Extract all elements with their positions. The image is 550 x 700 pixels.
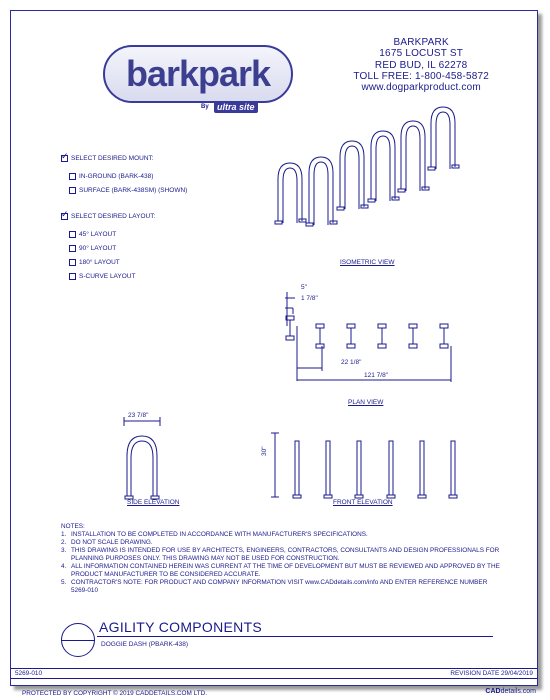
title-rule [97, 636, 493, 637]
mount-heading-label: SELECT DESIRED MOUNT: [71, 155, 154, 162]
company-address-line1: 1675 LOCUST ST [379, 48, 464, 60]
company-phone: TOLL FREE: 1-800-458-5872 [353, 70, 489, 82]
logo-text: barkpark [125, 53, 271, 94]
plan-view-caption: PLAN VIEW [348, 399, 384, 406]
layout-option-180[interactable] [69, 259, 120, 266]
mount-heading-checkbox[interactable] [61, 155, 68, 162]
checkbox[interactable] [69, 173, 76, 180]
copyright-notice: PROTECTED BY COPYRIGHT © 2019 CADDETAILS.COM LTD. [22, 690, 207, 697]
isometric-view-caption: ISOMETRIC VIEW [340, 259, 395, 266]
company-name: BARKPARK [393, 37, 449, 48]
checkbox[interactable] [69, 187, 76, 194]
layout-option-45[interactable] [69, 231, 116, 238]
logo-byline: By [201, 104, 209, 110]
isometric-view-drawing [266, 111, 466, 251]
note-item: 4. ALL INFORMATION CONTAINED HEREIN WAS CURRENT AT THE TIME OF DEVELOPMENT BUT MUST BE REVIEWED AND APPROVED BY THE PRODUCT MANUFACTURER TO BE CONSIDERED ACCURATE. [61, 563, 500, 578]
notes-section [61, 523, 501, 595]
checkbox[interactable] [69, 245, 76, 252]
checkbox[interactable] [69, 259, 76, 266]
caddetails-logo[interactable] [485, 688, 536, 695]
side-elevation-drawing [116, 416, 176, 501]
option-label: 45° LAYOUT [79, 231, 117, 238]
note-item: 5. CONTRACTOR'S NOTE: FOR PRODUCT AND COMPANY INFORMATION VISIT www.CADdetails.com/info AND ENTER REFERENCE NUMBER 5269-010 [61, 579, 488, 594]
reference-number: 5269-010 [15, 670, 43, 677]
cad-suffix: details.com [500, 688, 536, 695]
drawing-title: AGILITY COMPONENTS [99, 619, 263, 635]
side-elevation-caption: SIDE ELEVATION [127, 499, 180, 506]
cad-prefix: CAD [485, 688, 501, 695]
dim-1-7-8in: 1 7/8" [301, 295, 318, 302]
front-elevation-drawing [269, 431, 469, 501]
dim-121-7-8in: 121 7/8" [364, 372, 388, 379]
layout-heading-checkbox[interactable] [61, 213, 68, 220]
option-label: 90° LAYOUT [79, 245, 117, 252]
checkbox[interactable] [69, 231, 76, 238]
dim-22-1-8in: 22 1/8" [341, 359, 362, 366]
note-item: 3. THIS DRAWING IS INTENDED FOR USE BY ARCHITECTS, ENGINEERS, CONTRACTORS, CONSULTANTS AND DESIGN PROFESSIONALS FOR PLANNING PURPOSES ONLY. THIS DRAWING MAY NOT BE USED FOR CONSTRUCTION. [61, 547, 500, 562]
checkbox[interactable] [69, 273, 76, 280]
mount-heading [61, 155, 154, 162]
company-address-line2: RED BUD, IL 62278 [374, 59, 468, 71]
option-label: 180° LAYOUT [79, 259, 120, 266]
footer-rule-bottom [11, 678, 537, 679]
company-info [353, 37, 489, 93]
layout-option-90[interactable] [69, 245, 116, 252]
option-label: IN-GROUND (BARK-438) [79, 173, 154, 180]
layout-heading-label: SELECT DESIRED LAYOUT: [71, 213, 156, 220]
ultrasite-logo: ultra site [214, 101, 258, 113]
layout-option-s-curve[interactable] [69, 273, 135, 280]
front-elevation-caption: FRONT ELEVATION [333, 499, 393, 506]
option-label: S-CURVE LAYOUT [79, 273, 136, 280]
footer-rule-top [11, 668, 537, 669]
title-symbol-divider [61, 640, 95, 641]
dim-5in: 5" [301, 284, 307, 291]
drawing-sheet [10, 10, 538, 686]
note-item: 2. DO NOT SCALE DRAWING. [61, 539, 153, 546]
note-item: 1. INSTALLATION TO BE COMPLETED IN ACCORDANCE WITH MANUFACTURER'S SPECIFICATIONS. [61, 531, 368, 538]
dim-30in: 30" [261, 446, 268, 456]
layout-heading [61, 213, 155, 220]
dim-23-7-8in: 23 7/8" [128, 412, 149, 419]
company-website[interactable]: www.dogparkproduct.com [361, 82, 481, 94]
drawing-subtitle: DOGGIE DASH (PBARK-438) [101, 641, 189, 648]
option-label: SURFACE (BARK-438SM) (SHOWN) [79, 187, 188, 194]
notes-heading: NOTES: [61, 523, 85, 530]
mount-option-in-ground[interactable] [69, 173, 153, 180]
revision-date: REVISION DATE 29/04/2019 [450, 670, 533, 677]
barkpark-logo [103, 45, 293, 103]
mount-option-surface[interactable] [69, 187, 187, 194]
